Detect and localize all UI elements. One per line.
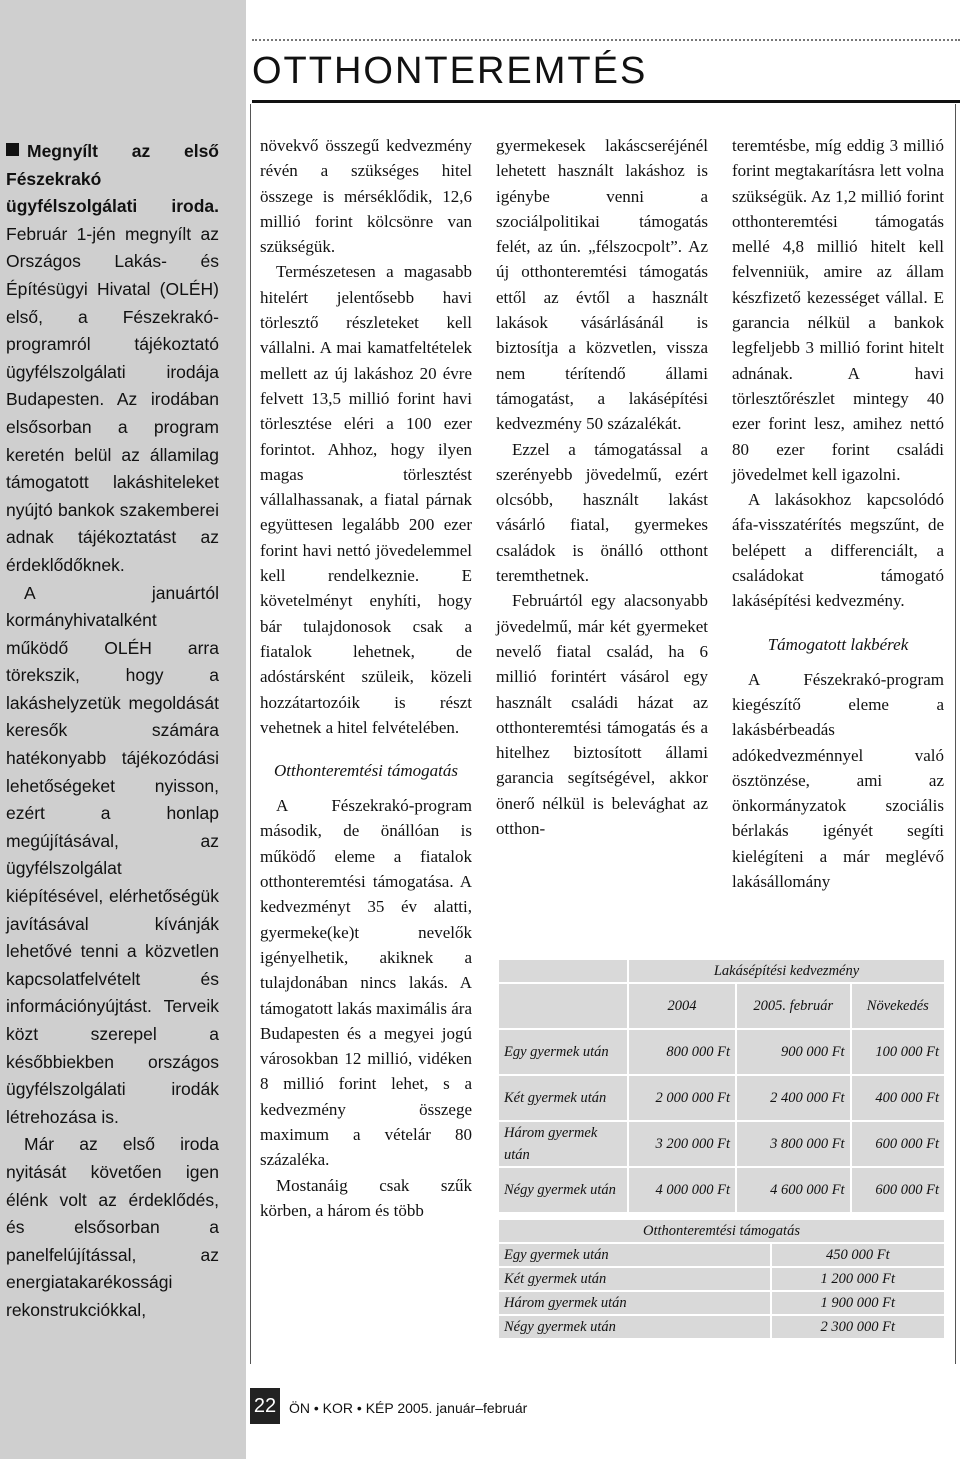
sidebar-panel xyxy=(0,0,246,1459)
table-cell: 2 000 000 Ft xyxy=(629,1076,735,1120)
body-paragraph: A lakásokhoz kapcsolódó áfa-visszatérítés megszűnt, de belépett a differenciált, a családokat támogató lakásépítési kedvezmény. xyxy=(732,490,944,611)
body-paragraph: gyermekesek lakáscseréjénél lehetett használt lakáshoz is igénybe venni a szociálpolitikai támogatás felét, az ún. „félszocpolt”. Az új otthonteremtési támogatás ettől az évtől a használt lakások vásárlásánál is biztosítja a közvetlen, vissza nem térítendő állami támogatást, a lakásépítési kedvezmény 50 százalékát. xyxy=(496,136,708,434)
text-column-2 xyxy=(496,133,708,841)
table-row xyxy=(499,1244,944,1266)
page-number: 22 xyxy=(250,1388,280,1424)
body-paragraph: Ezzel a támogatással a szerényebb jövedelmű, ezért olcsóbb, használt lakást vásárló fiatal, gyermekes családok is önálló otthont teremthetnek. xyxy=(496,439,708,586)
sidebar-lead-text: Február 1-jén megnyílt az Országos Lakás- és Építésügyi Hivatal (OLÉH) első, a Fészekrakó-programról tájékoztató ügyfélszolgálati irodája Budapesten. Az irodában elsősorban a program keretén belül az államilag támogatott lakáshiteleket nyújtó bankok szakemberei adnak tájékoztatást az érdeklődőknek. xyxy=(6,223,219,575)
body-paragraph: A Fészekrakó-program második, de önállóan is működő eleme a fiatalok otthonteremtési támogatása. A kedvezményt 35 év alatti, gyermeke(ke)t nevelők igényelhetik, akiknek a tulajdonában nincs lakás. A támogatott lakás maximális ára Budapesten és a megyei jogú városokban 12 millió, vidéken 8 millió forint lehet, s a kedvezmény összege maximum a vételár 80 százaléka. xyxy=(260,796,472,1170)
table-row xyxy=(499,1316,944,1338)
body-paragraph: Februártól egy alacsonyabb jövedelmű, már két gyermeket nevelő fiatal család, ha 6 millió forintért vásárol egy használt családi házat az otthonteremtési támogatás és a hitelhez biztosított állami garancia segítségével, akkor önerő nélkül is belevághat az otthon- xyxy=(496,591,708,839)
table-cell: 3 200 000 Ft xyxy=(629,1122,735,1166)
table-cell: 400 000 Ft xyxy=(852,1076,944,1120)
table-row xyxy=(499,1168,944,1212)
column-header: 2004 xyxy=(629,984,735,1028)
column-header: 2005. február xyxy=(737,984,850,1028)
table-cell: 1 200 000 Ft xyxy=(772,1268,944,1290)
subheading: Otthonteremtési támogatás xyxy=(274,761,458,781)
sidebar-paragraph xyxy=(6,138,219,580)
sidebar-paragraph: A januártól kormányhivatalként működő OLÉH arra törekszik, hogy a lakáshelyzetük megoldását keresők számára hatékonyabb tájékozódási lehetőségeket nyisson, ezért a honlap megújításával, az ügyfélszolgálat kiépítésével, elérhetőségük javításával kívánják lehetővé tenni a közvetlen kapcsolatfelvételt és információnyújtást. Terveik közt szerepel a későbbiekben országos ügyfélszolgálati irodák létrehozása is. xyxy=(6,582,219,1127)
table-title: Lakásépítési kedvezmény xyxy=(629,960,944,982)
table-cell: 3 800 000 Ft xyxy=(737,1122,850,1166)
row-label: Egy gyermek után xyxy=(499,1030,627,1074)
text-column-3 xyxy=(732,133,944,894)
table-cell: 100 000 Ft xyxy=(852,1030,944,1074)
row-label: Egy gyermek után xyxy=(499,1244,770,1266)
column-rule xyxy=(250,104,251,1364)
sidebar-headline: Megnyílt az első Fészekrakó ügyfélszolgálati iroda. xyxy=(6,141,219,217)
row-label: Három gyermek után xyxy=(499,1292,770,1314)
housing-allowance-table xyxy=(497,958,946,1214)
row-label: Négy gyermek után xyxy=(499,1168,627,1212)
publication-footer: ÖN • KOR • KÉP 2005. január–február xyxy=(289,1400,528,1416)
table-cell: 4 000 000 Ft xyxy=(629,1168,735,1212)
column-rule xyxy=(955,104,956,1364)
row-label: Két gyermek után xyxy=(499,1076,627,1120)
row-label: Három gyermek után xyxy=(499,1122,627,1166)
subheading: Támogatott lakbérek xyxy=(767,634,909,654)
table-row xyxy=(499,1268,944,1290)
table-cell: 600 000 Ft xyxy=(852,1122,944,1166)
body-paragraph: növekvő összegű kedvezmény révén a szükséges hitel összege is mérséklődik, 12,6 millió forint kölcsönre van szükségük. xyxy=(260,136,472,257)
section-title: OTTHONTEREMTÉS xyxy=(252,50,648,92)
sidebar-paragraph: Már az első iroda nyitását követően igen élénk volt az érdeklődés, és elsősorban a panelfelújítással, az energiatakarékossági rekonstrukciókkal, xyxy=(6,1134,219,1320)
text-column-1 xyxy=(260,133,472,1223)
table-cell: 900 000 Ft xyxy=(737,1030,850,1074)
table-cell: 1 900 000 Ft xyxy=(772,1292,944,1314)
table-row xyxy=(499,1030,944,1074)
column-header: Növekedés xyxy=(852,984,944,1028)
row-label: Két gyermek után xyxy=(499,1268,770,1290)
table-cell: 2 300 000 Ft xyxy=(772,1316,944,1338)
table-cell: 800 000 Ft xyxy=(629,1030,735,1074)
body-paragraph: teremtésbe, míg eddig 3 millió forint megtakarításra lett volna szükségük. Az 1,2 millió forint otthonteremtési támogatás mellé 4,8 millió hitelt kell felvenniük, amire az állam készfizető kezességet vállal. E garancia nélkül a bankok legfeljebb 3 millió forint hitelt adnának. A havi törlesztőrészlet mintegy 40 ezer forint lesz, amihez nettó 80 ezer forint családi jövedelmet kell igazolni. xyxy=(732,136,944,484)
data-tables xyxy=(497,958,946,1340)
body-paragraph: Mostanáig csak szűk körben, a három és több xyxy=(260,1175,472,1220)
table-row xyxy=(499,1076,944,1120)
table-cell: 2 400 000 Ft xyxy=(737,1076,850,1120)
table-row xyxy=(499,1122,944,1166)
table-cell: 600 000 Ft xyxy=(852,1168,944,1212)
header-rule xyxy=(252,100,960,103)
body-paragraph: Természetesen a magasabb hitelért jelentősebb havi törlesztő részleteket kell vállalni. A mai kamatfeltételek mellett az új lakáshoz 20 évre felvett 13,5 millió forint havi törlesztése eléri a 100 ezer forintot. Ahhoz, hogy ilyen magas törlesztést vállalhassanak, a fiatal párnak együttesen legalább 200 ezer forint havi nettó jövedelemmel kell rendelkeznie. E követelményt enyhíti, hogy bár tulajdonosok csak a fiatalok lehetnek, de adóstársként szüleik, közeli hozzátartozóik is részt vehetnek a hitel felvételében. xyxy=(260,262,472,737)
table-row xyxy=(499,1292,944,1314)
home-creation-support-table xyxy=(497,1218,946,1340)
body-paragraph: A Fészekrakó-program kiegészítő eleme a lakásbérbeadás adókedvezménnyel való ösztönzése, ami az önkormányzatok szociális bérlakás igényét segíti kielégíteni a már meglévő lakásállomány xyxy=(732,669,944,892)
sidebar-article xyxy=(6,138,219,1325)
table-cell: 450 000 Ft xyxy=(772,1244,944,1266)
header-dotted-rule xyxy=(252,39,960,41)
square-bullet-icon xyxy=(6,143,19,156)
row-label: Négy gyermek után xyxy=(499,1316,770,1338)
table-cell: 4 600 000 Ft xyxy=(737,1168,850,1212)
table-title: Otthonteremtési támogatás xyxy=(499,1220,944,1242)
